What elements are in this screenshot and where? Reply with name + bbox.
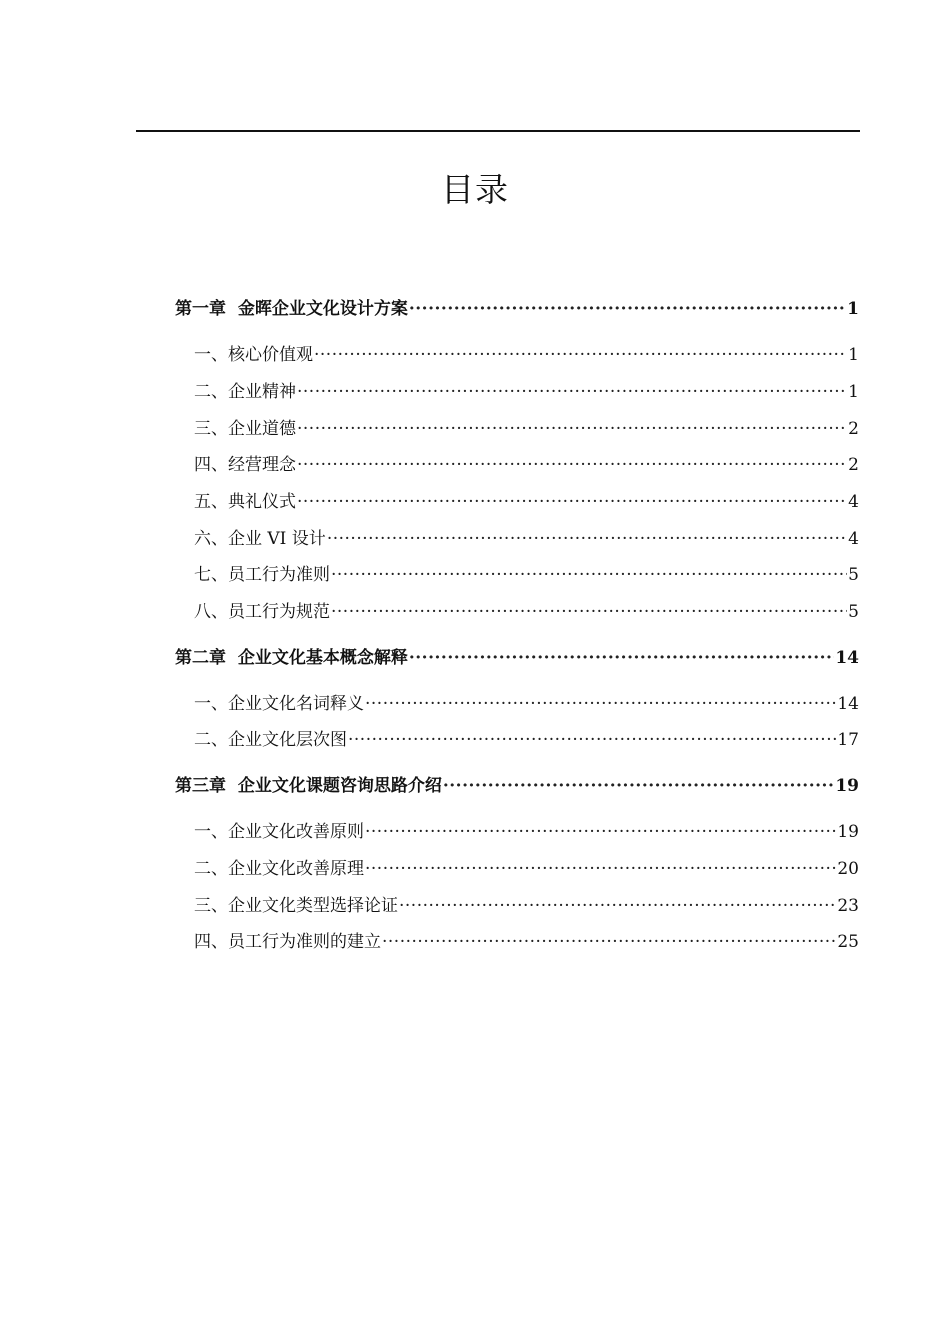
dot-leader [399, 893, 836, 919]
toc-section[interactable] [194, 727, 859, 753]
toc-entry-page: 17 [837, 730, 859, 750]
toc-entry-page: 20 [837, 859, 859, 879]
toc-entry-label: 三、企业文化类型选择论证 [194, 896, 398, 916]
dot-leader [348, 727, 836, 753]
page-title: 目录 [441, 170, 509, 209]
toc-entry-page: 2 [848, 419, 859, 439]
toc-entry-page: 19 [835, 776, 859, 796]
toc-entry-page: 5 [848, 565, 859, 585]
toc-section[interactable] [194, 342, 859, 368]
toc-entry-label: 八、员工行为规范 [194, 602, 330, 622]
toc-entry-label: 四、经营理念 [194, 455, 296, 475]
toc-section[interactable] [194, 379, 859, 405]
toc-entry-label: 七、员工行为准则 [194, 565, 330, 585]
toc-entry-label: 一、企业文化名词释义 [194, 694, 364, 714]
toc-entry-label: 一、核心价值观 [194, 345, 313, 365]
toc-entry-label: 一、企业文化改善原则 [194, 822, 364, 842]
dot-leader [409, 296, 846, 322]
toc-section[interactable] [194, 452, 859, 478]
toc-entry-label: 第一章 金晖企业文化设计方案 [175, 299, 408, 319]
toc-entry-page: 4 [848, 492, 859, 512]
header-rule [136, 130, 860, 132]
dot-leader [297, 452, 847, 478]
dot-leader [297, 489, 847, 515]
toc-section[interactable] [194, 691, 859, 717]
toc-section[interactable] [194, 856, 859, 882]
toc-section[interactable] [194, 929, 859, 955]
toc-entry-page: 23 [837, 896, 859, 916]
toc-entry-page: 14 [837, 694, 859, 714]
toc-entry-label: 二、企业文化改善原理 [194, 859, 364, 879]
toc-section[interactable] [194, 599, 859, 625]
toc-section[interactable] [194, 893, 859, 919]
toc-entry-page: 5 [848, 602, 859, 622]
toc-entry-label: 五、典礼仪式 [194, 492, 296, 512]
toc-entry-page: 1 [847, 299, 859, 319]
toc-entry-page: 4 [848, 529, 859, 549]
toc-section[interactable] [194, 489, 859, 515]
toc-entry-page: 2 [848, 455, 859, 475]
dot-leader [443, 773, 834, 799]
dot-leader [365, 856, 836, 882]
dot-leader [409, 645, 834, 671]
toc-entry-label: 四、员工行为准则的建立 [194, 932, 381, 952]
dot-leader [331, 599, 847, 625]
toc-entry-page: 1 [848, 382, 859, 402]
toc-chapter-3[interactable] [175, 773, 859, 799]
toc-chapter-1[interactable] [175, 296, 859, 322]
toc-entry-label: 二、企业精神 [194, 382, 296, 402]
dot-leader [331, 562, 847, 588]
toc-section[interactable] [194, 416, 859, 442]
toc-entry-page: 1 [848, 345, 859, 365]
toc-entry-label: 三、企业道德 [194, 419, 296, 439]
toc-entry-page: 19 [837, 822, 859, 842]
dot-leader [297, 379, 847, 405]
dot-leader [365, 819, 836, 845]
dot-leader [314, 342, 847, 368]
toc-entry-page: 14 [835, 648, 859, 668]
toc-section[interactable] [194, 819, 859, 845]
toc-entry-label: 二、企业文化层次图 [194, 730, 347, 750]
toc-section[interactable] [194, 562, 859, 588]
toc-entry-page: 25 [837, 932, 859, 952]
dot-leader [297, 416, 847, 442]
toc-entry-label: 第三章 企业文化课题咨询思路介绍 [175, 776, 442, 796]
toc-section[interactable] [194, 526, 859, 552]
toc-entry-label: 第二章 企业文化基本概念解释 [175, 648, 408, 668]
toc-chapter-2[interactable] [175, 645, 859, 671]
dot-leader [365, 691, 836, 717]
dot-leader [382, 929, 836, 955]
dot-leader [327, 526, 847, 552]
toc-entry-label: 六、企业 VI 设计 [194, 529, 326, 549]
